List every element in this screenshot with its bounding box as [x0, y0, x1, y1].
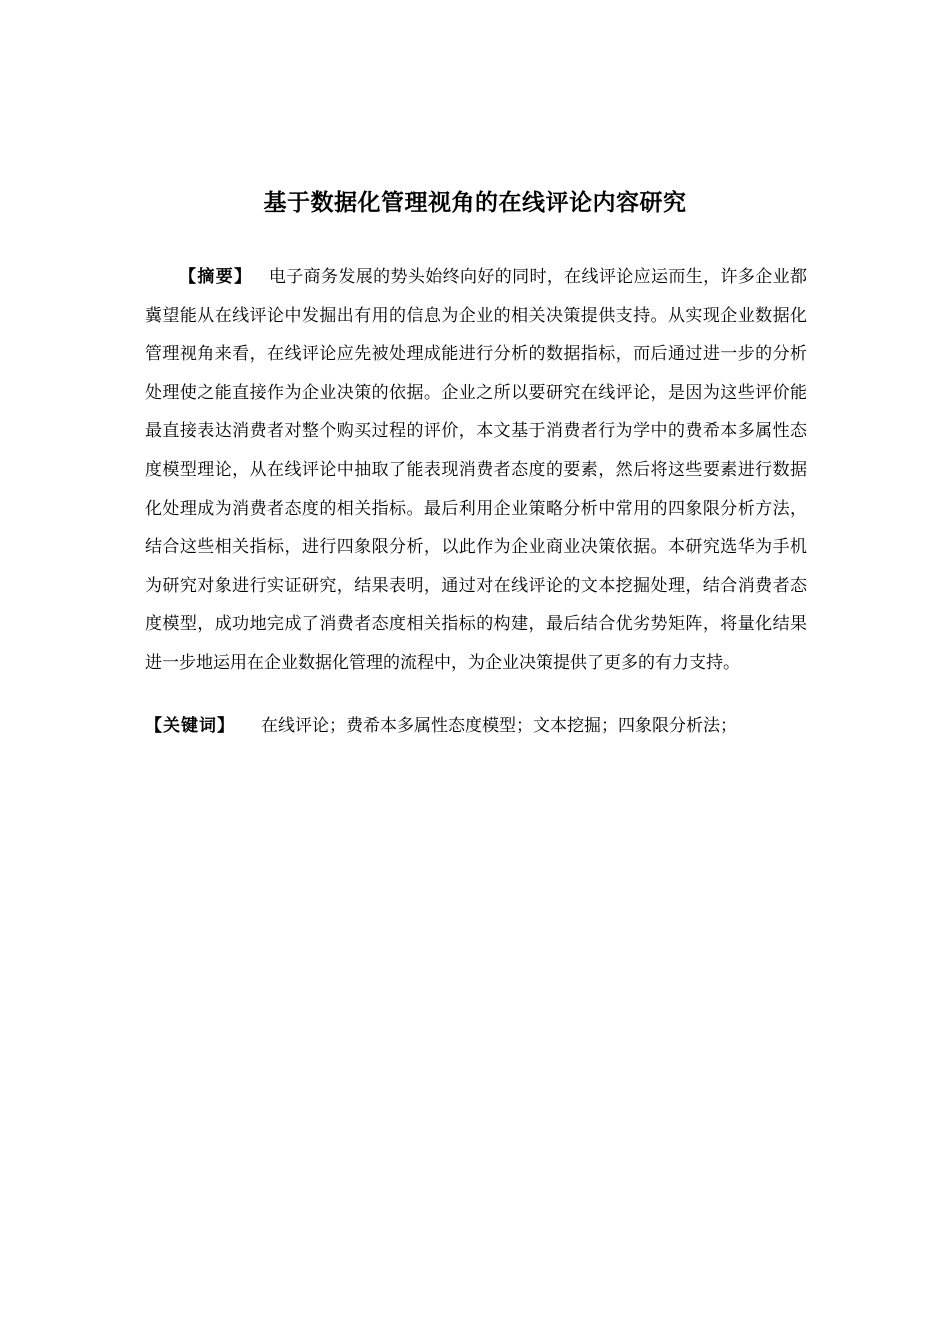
keywords-line: [145, 707, 807, 745]
keywords-text: 在线评论；费希本多属性态度模型；文本挖掘；四象限分析法；: [261, 716, 737, 736]
abstract-text: 电子商务发展的势头始终向好的同时，在线评论应运而生，许多企业都冀望能从在线评论中发掘出有用的信息为企业的相关决策提供支持。从实现企业数据化管理视角来看，在线评论应先被处理成能进行分析的数据指标，而后通过进一步的分析处理使之能直接作为企业决策的依据。企业之所以要研究在线评论，是因为这些评价能最直接表达消费者对整个购买过程的评价，本文基于消费者行为学中的费希本多属性态度模型理论，从在线评论中抽取了能表现消费者态度的要素，然后将这些要素进行数据化处理成为消费者态度的相关指标。最后利用企业策略分析中常用的四象限分析方法，结合这些相关指标，进行四象限分析，以此作为企业商业决策依据。本研究选华为手机为研究对象进行实证研究，结果表明，通过对在线评论的文本挖掘处理，结合消费者态度模型，成功地完成了消费者态度相关指标的构建，最后结合优劣势矩阵，将量化结果进一步地运用在企业数据化管理的流程中，为企业决策提供了更多的有力支持。: [145, 267, 808, 673]
keywords-label: 【关键词】: [145, 716, 235, 736]
abstract-paragraph: [145, 258, 807, 683]
abstract-label: 【摘要】: [179, 267, 253, 287]
paper-title: 基于数据化管理视角的在线评论内容研究: [263, 190, 687, 216]
